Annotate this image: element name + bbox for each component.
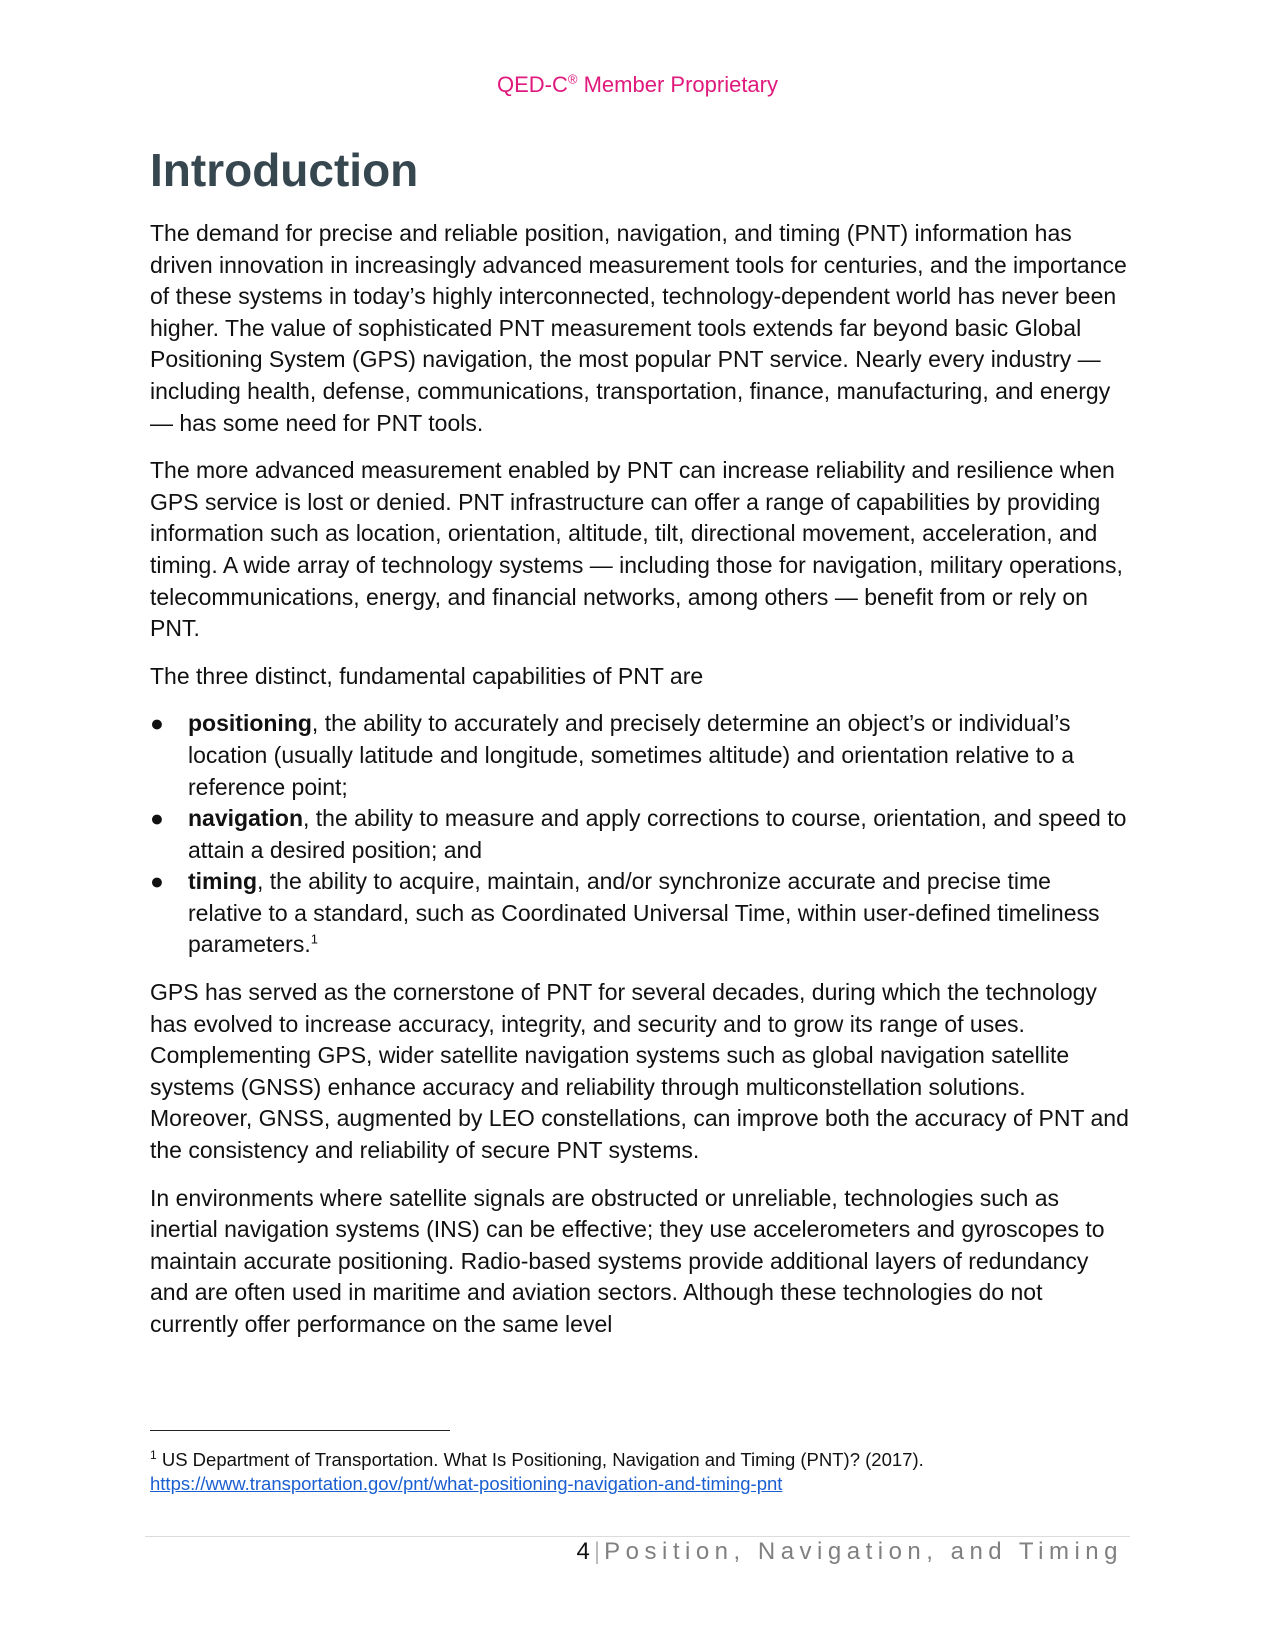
footnote-number: 1 [150,1447,157,1462]
page-header [0,71,1275,97]
footnote [150,1448,1130,1496]
registered-mark: ® [567,71,578,87]
term: navigation [188,805,304,832]
bullet-icon: ● [150,805,164,832]
body-content [150,218,1130,1357]
definition: , the ability to accurately and precisely determine an object’s or individual’s location (usually latitude and longitude, sometimes altitude) and orientation relative to a reference point; [188,710,1075,800]
footer-separator: | [593,1538,601,1565]
term: timing [188,868,257,895]
footnote-reference[interactable]: 1 [310,931,318,947]
capabilities-list [150,708,1130,961]
paragraph: GPS has served as the cornerstone of PNT for several decades, during which the technology has evolved to increase accuracy, integrity, and security and to grow its range of uses. Complementing GPS, wider satellite navigation systems such as global navigation satellite systems (GNSS) enhance accuracy and reliability through multiconstellation solutions. Moreover, GNSS, augmented by LEO constellations, can improve both the accuracy of PNT and the consistency and reliability of secure PNT systems. [150,979,1129,1164]
page-number: 4 [576,1538,590,1565]
paragraph: The more advanced measurement enabled by PNT can increase reliability and resilience when GPS service is lost or denied. PNT infrastructure can offer a range of capabilities by providing information such as location, orientation, altitude, tilt, directional movement, acceleration, and timing. A wide array of technology systems — including those for navigation, military operations, telecommunications, energy, and financial networks, among others — benefit from or rely on PNT. [150,457,1123,642]
paragraph: The three distinct, fundamental capabilities of PNT are [150,662,704,689]
list-item [150,866,1130,961]
definition: , the ability to measure and apply corrections to course, orientation, and speed to attain a desired position; and [188,805,1127,863]
footer-divider [145,1536,1130,1537]
list-item [150,708,1130,803]
page-footer [577,1540,1123,1564]
definition: , the ability to acquire, maintain, and/or synchronize accurate and precise time relative to a standard, such as Coordinated Universal Time, within user-defined timeliness parameters. [188,868,1100,958]
bullet-icon: ● [150,868,164,895]
footnote-text: US Department of Transportation. What Is Positioning, Navigation and Timing (PNT)? (2017). [156,1449,924,1470]
paragraph: The demand for precise and reliable position, navigation, and timing (PNT) information has driven innovation in increasingly advanced measurement tools for centuries, and the importance of these systems in today’s highly interconnected, technology-dependent world has never been higher. The value of sophisticated PNT measurement tools extends far beyond basic Global Positioning System (GPS) navigation, the most popular PNT service. Nearly every industry — including health, defense, communications, transportation, finance, manufacturing, and energy — has some need for PNT tools. [150,220,1127,436]
term: positioning [188,710,312,737]
footnote-link[interactable]: https://www.transportation.gov/pnt/what-positioning-navigation-and-timing-pnt [150,1473,783,1494]
footnote-divider [150,1430,450,1431]
header-brand: QED-C [497,72,568,97]
paragraph: In environments where satellite signals are obstructed or unreliable, technologies such as inertial navigation systems (INS) can be effective; they use accelerometers and gyroscopes to maintain accurate positioning. Radio-based systems provide additional layers of redundancy and are often used in maritime and aviation sectors. Although these technologies do not currently offer performance on the same level [150,1184,1105,1337]
page-title: Introduction [150,144,419,196]
list-item [150,803,1130,866]
bullet-icon: ● [150,710,164,737]
section-title: Position, Navigation, and Timing [604,1538,1123,1565]
header-label: Member Proprietary [577,72,778,97]
